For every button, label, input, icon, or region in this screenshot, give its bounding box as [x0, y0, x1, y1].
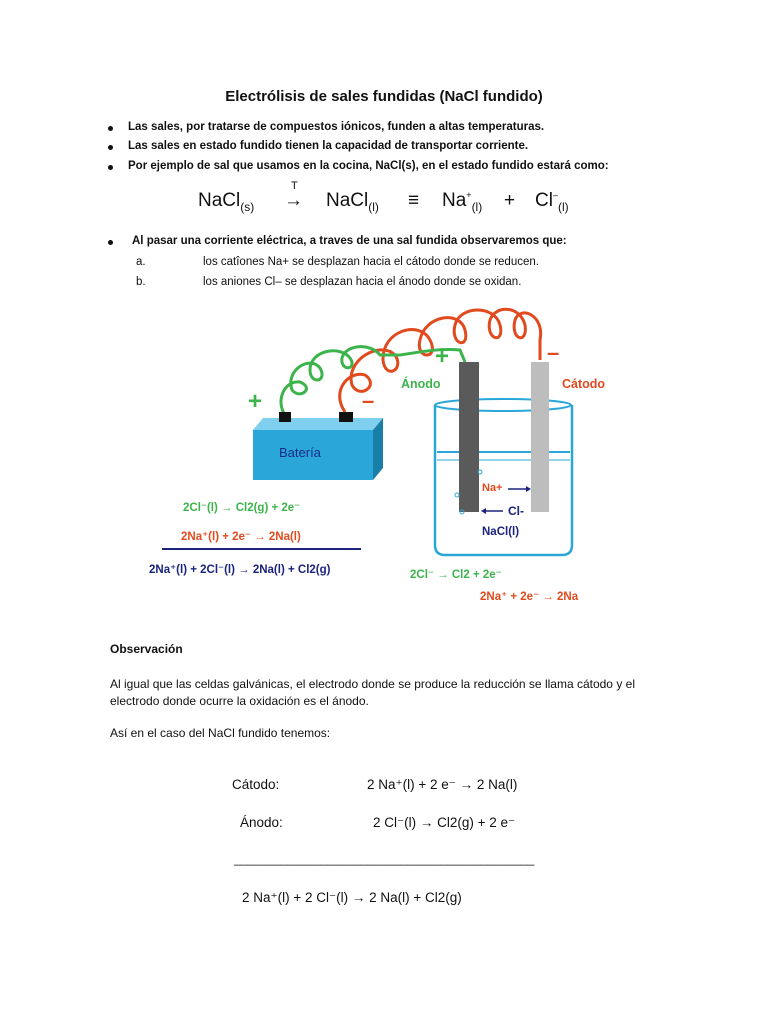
bullet-text: Por ejemplo de sal que usamos en la cocina, NaCl(s), en el estado fundido estará como: — [128, 160, 609, 172]
eq-term: NaCl$_{(s)}$ — [198, 190, 255, 214]
na-ion-label: Na+ — [482, 482, 503, 494]
eq-term: $Cl^-_{(l)}$ — [535, 190, 569, 214]
arrow-icon: → — [284, 190, 303, 211]
right-reaction-2: 2Na⁺ + 2e⁻ → 2Na — [480, 591, 579, 603]
page-title: Electrólisis de sales fundidas (NaCl fundido) — [225, 88, 543, 105]
cathode-label: Cátodo — [562, 377, 606, 391]
left-reaction-3: 2Na⁺(l) + 2Cl⁻(l) → 2Na(l) + Cl2(g) — [149, 564, 331, 576]
bullet-dot — [108, 240, 113, 245]
bubble — [455, 493, 459, 497]
negative-sign: – — [362, 388, 375, 413]
sum-divider: _____________________________________________ — [234, 852, 535, 866]
observation-paragraph: Al igual que las celdas galvánicas, el electrodo donde se produce la reducción se llama cátodo y el electrodo donde ocurre la oxidación es el ánodo. — [110, 677, 635, 708]
melt-label: NaCl(l) — [482, 526, 520, 538]
battery-label: Batería — [279, 445, 321, 460]
battery-terminal-positive — [279, 412, 291, 422]
cl-arrow-head — [481, 508, 486, 514]
list-item: los catîones Na+ se desplazan hacia el cátodo donde se reducen. — [203, 256, 539, 268]
total-equation: 2 Na⁺(l) + 2 Cl⁻(l) → 2 Na(l) + Cl2(g) — [242, 890, 462, 905]
na-arrow-head — [526, 486, 531, 492]
anode-electrode — [459, 362, 479, 512]
anode-half-equation: 2 Cl⁻(l) → Cl2(g) + 2 e⁻ — [373, 815, 516, 830]
positive-sign: + — [248, 388, 263, 415]
equivalence-sign: ≡ — [408, 190, 420, 211]
battery-top — [253, 418, 383, 430]
electrolysis-diagram — [0, 300, 768, 620]
anode-plus-sign: + — [435, 343, 450, 370]
cl-ion-label: Cl- — [508, 504, 524, 518]
observation-heading: Observación — [110, 642, 183, 656]
anode-label: Ánodo — [401, 377, 441, 391]
bullet-text: Al pasar una corriente eléctrica, a traves de una sal fundida observaremos que: — [132, 235, 567, 247]
bullet-dot — [108, 126, 113, 131]
cathode-electrode — [531, 362, 549, 512]
anode-half-label: Ánodo: — [240, 815, 283, 830]
list-item: a. — [136, 256, 146, 268]
cathode-half-equation: 2 Na⁺(l) + 2 e⁻ → 2 Na(l) — [367, 777, 518, 792]
cathode-minus-sign: – — [547, 340, 560, 365]
list-item: b. — [136, 276, 146, 288]
beaker-rim — [435, 399, 571, 411]
list-item: los aniones Cl– se desplazan hacia el ánodo donde se oxidan. — [203, 276, 522, 288]
temperature-mark: T — [291, 180, 298, 192]
right-reaction-1: 2Cl⁻ → Cl2 + 2e⁻ — [410, 569, 502, 581]
left-reaction-2: 2Na⁺(l) + 2e⁻ → 2Na(l) — [181, 531, 301, 543]
bullet-text: Las sales en estado fundido tienen la capacidad de transportar corriente. — [128, 140, 529, 152]
observation-paragraph: Así en el caso del NaCl fundido tenemos: — [110, 726, 331, 740]
bullet-text: Las sales, por tratarse de compuestos iónicos, funden a altas temperaturas. — [128, 121, 545, 133]
left-reaction-1: 2Cl⁻(l) → Cl2(g) + 2e⁻ — [183, 502, 301, 514]
eq-term: NaCl$_{(l)}$ — [326, 190, 379, 214]
bullet-dot — [108, 165, 113, 170]
cathode-half-label: Cátodo: — [232, 777, 280, 792]
bullet-dot — [108, 145, 113, 150]
eq-term: $Na^+_{(l)}$ — [442, 190, 483, 214]
plus-sign: + — [504, 190, 516, 211]
battery-terminal-negative — [339, 412, 353, 422]
